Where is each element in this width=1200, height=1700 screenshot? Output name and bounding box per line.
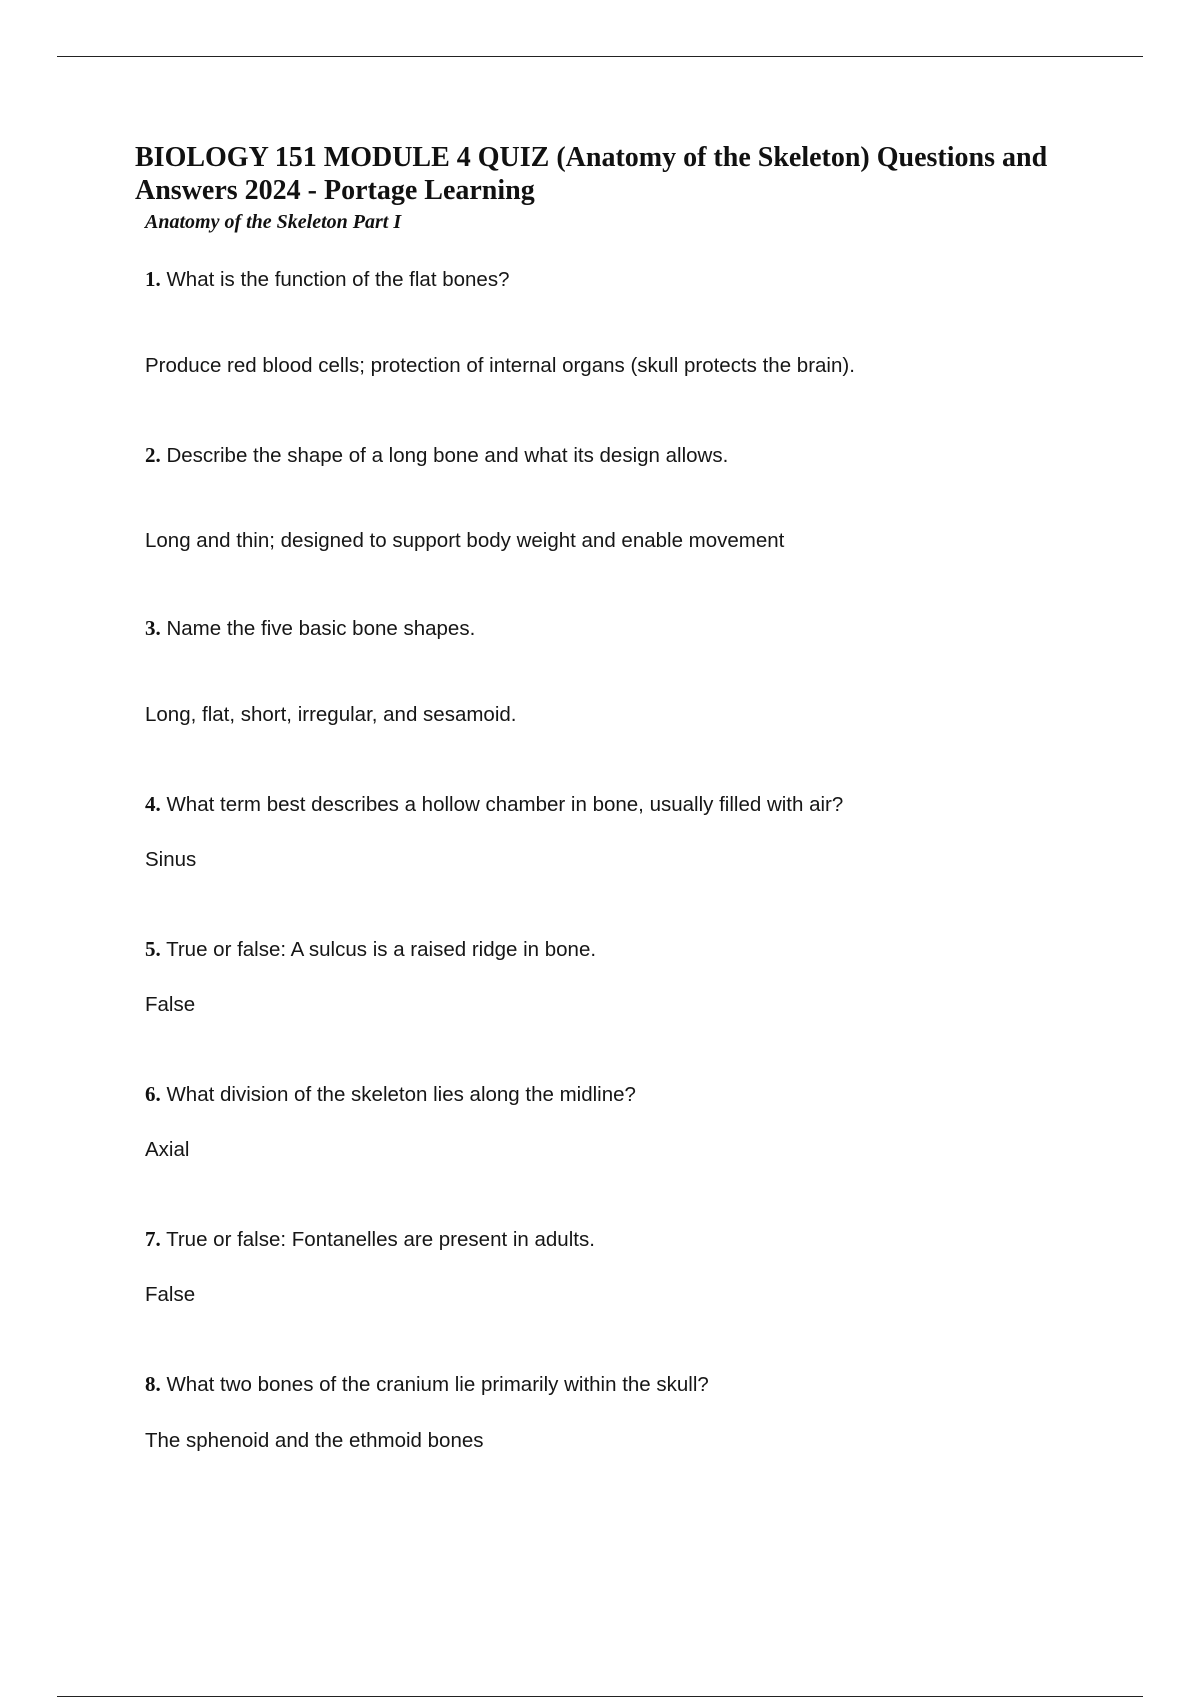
answer-4: Sinus xyxy=(145,848,197,871)
answer-8: The sphenoid and the ethmoid bones xyxy=(145,1429,484,1452)
answer-7: False xyxy=(145,1283,196,1306)
answer-6: Axial xyxy=(145,1138,190,1161)
question-text: What is the function of the flat bones? xyxy=(166,268,510,291)
question-number: 4. xyxy=(145,792,161,816)
question-number: 7. xyxy=(145,1227,161,1251)
question-number: 2. xyxy=(145,443,161,467)
question-number: 6. xyxy=(145,1082,161,1106)
question-text: What division of the skeleton lies along the midline? xyxy=(166,1083,636,1106)
top-rule xyxy=(57,56,1143,57)
question-number: 1. xyxy=(145,267,161,291)
question-text: What two bones of the cranium lie primarily within the skull? xyxy=(166,1373,709,1396)
bottom-rule xyxy=(57,1696,1143,1697)
question-text: Name the five basic bone shapes. xyxy=(166,617,476,640)
question-8 xyxy=(145,1371,709,1398)
question-1 xyxy=(145,266,509,293)
question-text: Describe the shape of a long bone and what its design allows. xyxy=(166,444,729,467)
answer-3: Long, flat, short, irregular, and sesamoid. xyxy=(145,703,517,726)
question-text: True or false: A sulcus is a raised ridge in bone. xyxy=(166,938,597,961)
question-number: 3. xyxy=(145,616,161,640)
question-number: 8. xyxy=(145,1372,161,1396)
question-6 xyxy=(145,1081,636,1108)
question-4 xyxy=(145,791,843,818)
answer-1: Produce red blood cells; protection of internal organs (skull protects the brain). xyxy=(145,354,855,377)
question-number: 5. xyxy=(145,937,161,961)
question-2 xyxy=(145,442,728,469)
answer-2: Long and thin; designed to support body weight and enable movement xyxy=(145,529,785,552)
section-heading: Anatomy of the Skeleton Part I xyxy=(145,211,402,233)
question-3 xyxy=(145,615,475,642)
question-7 xyxy=(145,1226,595,1253)
question-5 xyxy=(145,936,596,963)
question-text: True or false: Fontanelles are present in adults. xyxy=(166,1228,595,1251)
answer-5: False xyxy=(145,993,196,1016)
document-title: BIOLOGY 151 MODULE 4 QUIZ (Anatomy of the Skeleton) Questions and Answers 2024 - Portage Learning xyxy=(135,142,1048,206)
question-text: What term best describes a hollow chamber in bone, usually filled with air? xyxy=(166,793,844,816)
